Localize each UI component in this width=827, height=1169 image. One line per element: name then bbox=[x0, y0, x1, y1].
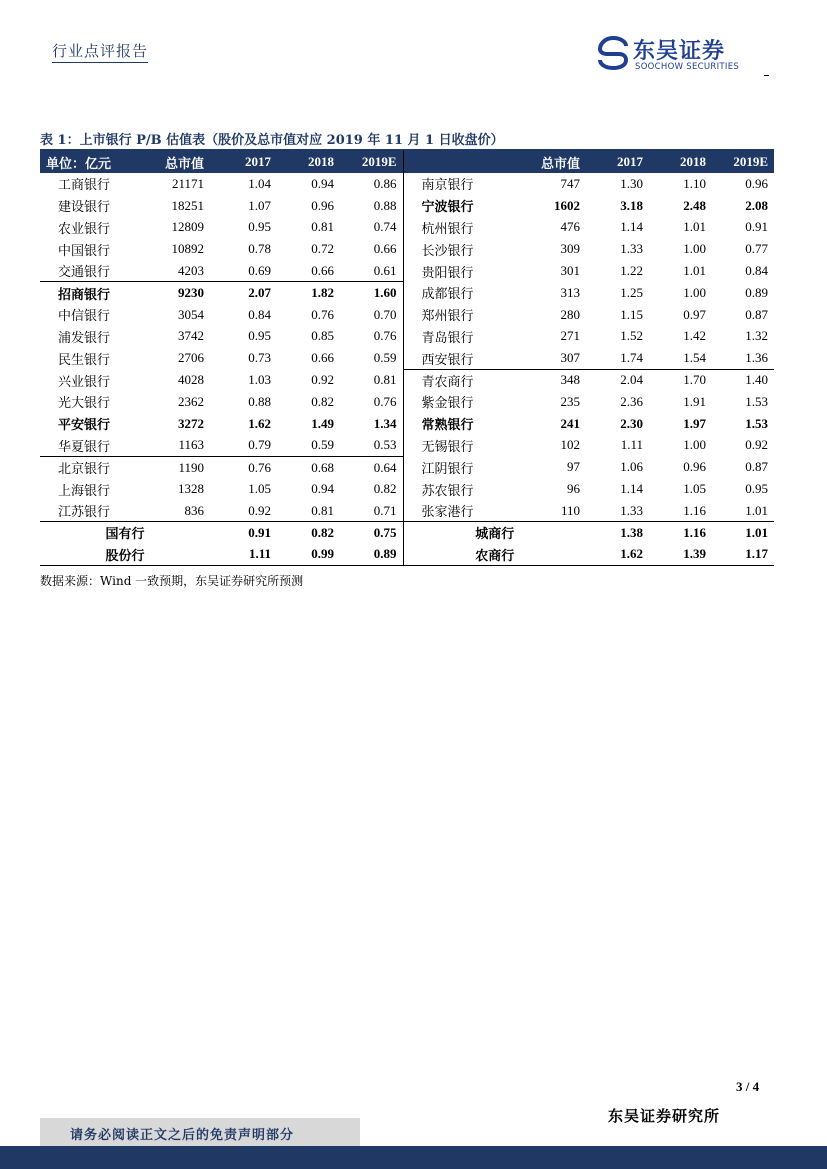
left-pb-2017-cell: 0.69 bbox=[248, 262, 271, 278]
left-pb-2018-cell: 0.96 bbox=[311, 197, 334, 213]
left-market-cap-cell: 1328 bbox=[178, 481, 204, 497]
left-market-cap-cell: 4203 bbox=[178, 262, 204, 278]
report-type-label: 行业点评报告 bbox=[52, 40, 148, 63]
left-pb-2018-cell: 0.72 bbox=[311, 241, 334, 257]
right-pb-2017-cell: 1.38 bbox=[586, 522, 649, 544]
left-pb-2019e-cell: 0.59 bbox=[340, 347, 403, 369]
left-pb-2019e-cell: 0.81 bbox=[340, 369, 403, 391]
soochow-securities-logo bbox=[597, 34, 767, 76]
header-divider bbox=[764, 75, 769, 76]
table-row bbox=[40, 238, 774, 260]
right-pb-2019e-cell: 0.95 bbox=[745, 481, 768, 497]
left-pb-2017-cell: 1.03 bbox=[248, 372, 271, 388]
left-pb-2017-cell: 0.88 bbox=[248, 393, 271, 409]
left-market-cap-cell: 3054 bbox=[178, 306, 204, 322]
left-name-cell: 中信银行 bbox=[58, 309, 111, 325]
right-name-cell: 南京银行 bbox=[421, 178, 474, 194]
left-pb-2018-cell: 0.85 bbox=[311, 328, 334, 344]
logo-chinese-name: 东吴证券 bbox=[633, 39, 726, 64]
right-pb-2019e-cell: 0.91 bbox=[745, 219, 768, 235]
right-market-cap-cell: 241 bbox=[560, 415, 580, 431]
left-pb-2019e-cell: 0.61 bbox=[340, 260, 403, 282]
right-pb-2017-cell: 1.30 bbox=[620, 175, 643, 191]
scs-logo-icon bbox=[597, 36, 629, 70]
right-pb-2018-cell: 1.16 bbox=[683, 502, 706, 518]
table-row bbox=[40, 456, 774, 478]
left-market-cap-cell: 10892 bbox=[171, 241, 204, 257]
right-name-cell: 成都银行 bbox=[421, 287, 474, 303]
right-name-cell: 杭州银行 bbox=[421, 221, 474, 237]
left-pb-2019e-cell: 0.66 bbox=[340, 238, 403, 260]
right-market-cap-cell: 235 bbox=[560, 393, 580, 409]
right-pb-2019e-cell: 0.87 bbox=[745, 306, 768, 322]
table-row bbox=[40, 347, 774, 369]
left-name-cell: 兴业银行 bbox=[58, 374, 111, 390]
left-market-cap-cell: 2706 bbox=[178, 350, 204, 366]
left-pb-2019e-cell: 0.76 bbox=[340, 391, 403, 413]
right-pb-2019e-cell: 1.53 bbox=[745, 415, 768, 431]
left-pb-2018-cell: 0.82 bbox=[277, 522, 340, 544]
right-name-cell: 宁波银行 bbox=[421, 200, 474, 216]
col-market-cap: 总市值 bbox=[135, 151, 210, 173]
col-name-right bbox=[403, 151, 513, 173]
right-pb-2017-cell: 1.62 bbox=[586, 544, 649, 566]
right-pb-2019e-cell: 1.01 bbox=[745, 502, 768, 518]
left-pb-2017-cell: 0.95 bbox=[248, 219, 271, 235]
col-2018: 2018 bbox=[277, 151, 340, 173]
left-pb-2017-cell: 1.07 bbox=[248, 197, 271, 213]
right-pb-2018-cell: 2.48 bbox=[683, 197, 706, 213]
right-pb-2017-cell: 2.04 bbox=[586, 369, 649, 391]
right-pb-2018-cell: 1.01 bbox=[683, 263, 706, 279]
col-2018-right: 2018 bbox=[649, 151, 712, 173]
right-pb-2017-cell: 2.36 bbox=[620, 393, 643, 409]
right-pb-2017-cell: 1.33 bbox=[620, 502, 643, 518]
left-pb-2019e-cell: 0.74 bbox=[340, 217, 403, 239]
table-row bbox=[40, 282, 774, 304]
right-market-cap-cell: 97 bbox=[567, 459, 580, 475]
right-pb-2019e-cell: 1.53 bbox=[745, 393, 768, 409]
col-2017: 2017 bbox=[210, 151, 277, 173]
left-market-cap-cell: 1190 bbox=[135, 456, 210, 478]
left-name-cell: 工商银行 bbox=[58, 178, 111, 194]
right-pb-2019e-cell: 1.40 bbox=[712, 369, 774, 391]
right-group-label-cell: 城商行 bbox=[403, 522, 586, 544]
left-pb-2019e-cell: 0.75 bbox=[340, 522, 403, 544]
left-pb-2018-cell: 0.66 bbox=[311, 350, 334, 366]
right-name-cell: 紫金银行 bbox=[421, 396, 474, 412]
right-market-cap-cell: 110 bbox=[560, 502, 580, 518]
left-pb-2018-cell: 0.94 bbox=[311, 481, 334, 497]
right-market-cap-cell: 96 bbox=[567, 481, 580, 497]
left-market-cap-cell: 9230 bbox=[135, 282, 210, 304]
left-market-cap-cell: 3272 bbox=[178, 415, 204, 431]
right-pb-2018-cell: 1.00 bbox=[683, 284, 706, 300]
data-source-note: 数据来源：Wind 一致预期，东吴证券研究所预测 bbox=[40, 574, 304, 588]
left-pb-2019e-cell: 0.70 bbox=[340, 304, 403, 326]
right-name-cell: 无锡银行 bbox=[421, 439, 474, 455]
left-pb-2017-cell: 1.04 bbox=[248, 175, 271, 191]
page-number: 3 / 4 bbox=[736, 1079, 760, 1094]
col-market-cap-right: 总市值 bbox=[513, 151, 586, 173]
left-name-cell: 农业银行 bbox=[58, 221, 111, 237]
right-pb-2017-cell: 1.52 bbox=[620, 328, 643, 344]
right-market-cap-cell: 102 bbox=[560, 437, 580, 453]
table-row bbox=[40, 304, 774, 326]
right-pb-2017-cell: 1.74 bbox=[620, 350, 643, 366]
left-pb-2017-cell: 0.79 bbox=[248, 437, 271, 453]
disclaimer-text: 请务必阅读正文之后的免责声明部分 bbox=[70, 1128, 295, 1143]
right-market-cap-cell: 301 bbox=[560, 263, 580, 279]
right-pb-2017-cell: 1.25 bbox=[620, 284, 643, 300]
col-2017-right: 2017 bbox=[586, 151, 649, 173]
left-name-cell: 民生银行 bbox=[58, 352, 111, 368]
summary-row bbox=[40, 544, 774, 566]
right-market-cap-cell: 280 bbox=[560, 306, 580, 322]
left-pb-2018-cell: 0.81 bbox=[311, 219, 334, 235]
right-pb-2019e-cell: 1.01 bbox=[712, 522, 774, 544]
right-pb-2017-cell: 1.33 bbox=[620, 241, 643, 257]
left-pb-2018-cell: 0.94 bbox=[311, 175, 334, 191]
left-pb-2017-cell: 0.73 bbox=[248, 350, 271, 366]
left-market-cap-cell: 4028 bbox=[178, 372, 204, 388]
left-market-cap-cell: 836 bbox=[184, 502, 204, 518]
right-pb-2019e-cell: 1.17 bbox=[712, 544, 774, 566]
left-name-cell: 招商银行 bbox=[40, 282, 135, 304]
left-name-cell: 光大银行 bbox=[58, 396, 111, 412]
right-pb-2018-cell: 1.16 bbox=[649, 522, 712, 544]
right-name-cell: 贵阳银行 bbox=[421, 265, 474, 281]
right-name-cell: 青农商行 bbox=[403, 369, 513, 391]
left-pb-2017-cell: 0.92 bbox=[248, 502, 271, 518]
right-pb-2018-cell: 1.05 bbox=[683, 481, 706, 497]
right-pb-2019e-cell: 0.89 bbox=[745, 284, 768, 300]
left-market-cap-cell: 2362 bbox=[178, 393, 204, 409]
right-pb-2018-cell: 1.00 bbox=[683, 241, 706, 257]
left-name-cell: 平安银行 bbox=[58, 418, 111, 434]
table-row bbox=[40, 326, 774, 348]
right-pb-2017-cell: 1.14 bbox=[620, 481, 643, 497]
right-market-cap-cell: 348 bbox=[513, 369, 586, 391]
left-pb-2018-cell: 0.81 bbox=[311, 502, 334, 518]
left-pb-2019e-cell: 0.89 bbox=[340, 544, 403, 566]
right-pb-2019e-cell: 2.08 bbox=[745, 197, 768, 213]
right-market-cap-cell: 747 bbox=[560, 175, 580, 191]
right-pb-2018-cell: 1.54 bbox=[683, 350, 706, 366]
left-pb-2019e-cell: 0.53 bbox=[340, 435, 403, 457]
right-pb-2017-cell: 1.11 bbox=[620, 437, 643, 453]
left-pb-2018-cell: 1.49 bbox=[311, 415, 334, 431]
table-row bbox=[40, 413, 774, 435]
left-pb-2018-cell: 0.76 bbox=[311, 306, 334, 322]
right-pb-2019e-cell: 0.77 bbox=[745, 241, 768, 257]
left-pb-2017-cell: 0.91 bbox=[210, 522, 277, 544]
right-pb-2019e-cell: 1.32 bbox=[745, 328, 768, 344]
right-pb-2019e-cell: 0.96 bbox=[745, 175, 768, 191]
left-market-cap-cell: 18251 bbox=[171, 197, 204, 213]
right-name-cell: 常熟银行 bbox=[421, 418, 474, 434]
left-pb-2018-cell: 0.82 bbox=[311, 393, 334, 409]
right-pb-2019e-cell: 0.87 bbox=[745, 459, 768, 475]
left-pb-2019e-cell: 0.76 bbox=[340, 326, 403, 348]
left-pb-2018-cell: 0.92 bbox=[311, 372, 334, 388]
table-row bbox=[40, 500, 774, 522]
table-row bbox=[40, 369, 774, 391]
left-name-cell: 中国银行 bbox=[58, 243, 111, 259]
right-pb-2017-cell: 3.18 bbox=[620, 197, 643, 213]
right-pb-2019e-cell: 0.84 bbox=[745, 263, 768, 279]
table-row bbox=[40, 435, 774, 457]
table-header-row bbox=[40, 151, 774, 173]
col-unit: 单位：亿元 bbox=[40, 151, 135, 173]
right-pb-2017-cell: 1.06 bbox=[620, 459, 643, 475]
left-market-cap-cell: 1163 bbox=[178, 437, 204, 453]
right-pb-2019e-cell: 1.36 bbox=[745, 350, 768, 366]
left-name-cell: 上海银行 bbox=[58, 483, 111, 499]
right-pb-2018-cell: 1.10 bbox=[683, 175, 706, 191]
right-pb-2018-cell: 1.39 bbox=[649, 544, 712, 566]
right-market-cap-cell: 309 bbox=[560, 241, 580, 257]
left-name-cell: 建设银行 bbox=[58, 200, 111, 216]
left-name-cell: 浦发银行 bbox=[58, 330, 111, 346]
right-pb-2017-cell: 1.14 bbox=[620, 219, 643, 235]
right-pb-2018-cell: 1.91 bbox=[683, 393, 706, 409]
right-market-cap-cell: 271 bbox=[560, 328, 580, 344]
table-row bbox=[40, 391, 774, 413]
left-market-cap-cell: 12809 bbox=[171, 219, 204, 235]
left-group-label-cell: 国有行 bbox=[40, 522, 210, 544]
left-pb-2018-cell: 0.68 bbox=[277, 456, 340, 478]
right-pb-2018-cell: 1.70 bbox=[649, 369, 712, 391]
left-pb-2018-cell: 0.59 bbox=[311, 437, 334, 453]
left-pb-2018-cell: 0.66 bbox=[311, 262, 334, 278]
left-name-cell: 北京银行 bbox=[40, 456, 135, 478]
right-name-cell: 郑州银行 bbox=[421, 309, 474, 325]
left-group-label-cell: 股份行 bbox=[40, 544, 210, 566]
right-name-cell: 张家港行 bbox=[421, 505, 474, 521]
left-pb-2019e-cell: 0.64 bbox=[340, 456, 403, 478]
left-market-cap-cell: 3742 bbox=[178, 328, 204, 344]
footer-band bbox=[0, 1146, 827, 1169]
right-pb-2018-cell: 1.01 bbox=[683, 219, 706, 235]
col-2019e: 2019E bbox=[340, 151, 403, 173]
footer-org-name: 东吴证券研究所 bbox=[608, 1107, 721, 1125]
right-market-cap-cell: 1602 bbox=[554, 197, 580, 213]
right-market-cap-cell: 476 bbox=[560, 219, 580, 235]
right-pb-2018-cell: 1.97 bbox=[683, 415, 706, 431]
left-pb-2017-cell: 0.76 bbox=[210, 456, 277, 478]
right-pb-2017-cell: 2.30 bbox=[620, 415, 643, 431]
right-market-cap-cell: 307 bbox=[560, 350, 580, 366]
right-name-cell: 长沙银行 bbox=[421, 243, 474, 259]
right-pb-2018-cell: 1.00 bbox=[683, 437, 706, 453]
left-pb-2017-cell: 0.78 bbox=[248, 241, 271, 257]
left-pb-2019e-cell: 0.71 bbox=[340, 500, 403, 522]
left-pb-2017-cell: 1.05 bbox=[248, 481, 271, 497]
col-2019e-right: 2019E bbox=[712, 151, 774, 173]
left-pb-2019e-cell: 0.82 bbox=[340, 478, 403, 500]
summary-row bbox=[40, 522, 774, 544]
right-pb-2017-cell: 1.15 bbox=[620, 306, 643, 322]
left-pb-2018-cell: 0.99 bbox=[277, 544, 340, 566]
table-row bbox=[40, 217, 774, 239]
left-pb-2019e-cell: 1.60 bbox=[340, 282, 403, 304]
left-pb-2019e-cell: 1.34 bbox=[340, 413, 403, 435]
table-row bbox=[40, 195, 774, 217]
right-pb-2019e-cell: 0.92 bbox=[745, 437, 768, 453]
right-pb-2018-cell: 0.96 bbox=[683, 459, 706, 475]
right-pb-2018-cell: 0.97 bbox=[683, 306, 706, 322]
right-name-cell: 江阴银行 bbox=[421, 461, 474, 477]
left-pb-2017-cell: 0.84 bbox=[248, 306, 271, 322]
valuation-table bbox=[40, 151, 774, 566]
table-row bbox=[40, 478, 774, 500]
table-row bbox=[40, 173, 774, 195]
left-name-cell: 交通银行 bbox=[58, 265, 111, 281]
left-pb-2019e-cell: 0.86 bbox=[340, 173, 403, 195]
left-pb-2018-cell: 1.82 bbox=[277, 282, 340, 304]
left-pb-2017-cell: 1.62 bbox=[248, 415, 271, 431]
left-name-cell: 华夏银行 bbox=[58, 439, 111, 455]
left-name-cell: 江苏银行 bbox=[58, 505, 111, 521]
table-title: 表 1：上市银行 P/B 估值表（股价及总市值对应 2019 年 11 月 1 日收盘价） bbox=[40, 133, 504, 148]
left-pb-2017-cell: 0.95 bbox=[248, 328, 271, 344]
right-pb-2018-cell: 1.42 bbox=[683, 328, 706, 344]
left-market-cap-cell: 21171 bbox=[171, 175, 204, 191]
right-name-cell: 苏农银行 bbox=[421, 483, 474, 499]
left-pb-2019e-cell: 0.88 bbox=[340, 195, 403, 217]
left-pb-2017-cell: 2.07 bbox=[210, 282, 277, 304]
right-pb-2017-cell: 1.22 bbox=[620, 263, 643, 279]
right-name-cell: 西安银行 bbox=[421, 352, 474, 368]
table-row bbox=[40, 260, 774, 282]
right-group-label-cell: 农商行 bbox=[403, 544, 586, 566]
right-name-cell: 青岛银行 bbox=[421, 330, 474, 346]
logo-english-name: SOOCHOW SECURITIES bbox=[635, 62, 740, 72]
right-market-cap-cell: 313 bbox=[560, 284, 580, 300]
left-pb-2017-cell: 1.11 bbox=[210, 544, 277, 566]
